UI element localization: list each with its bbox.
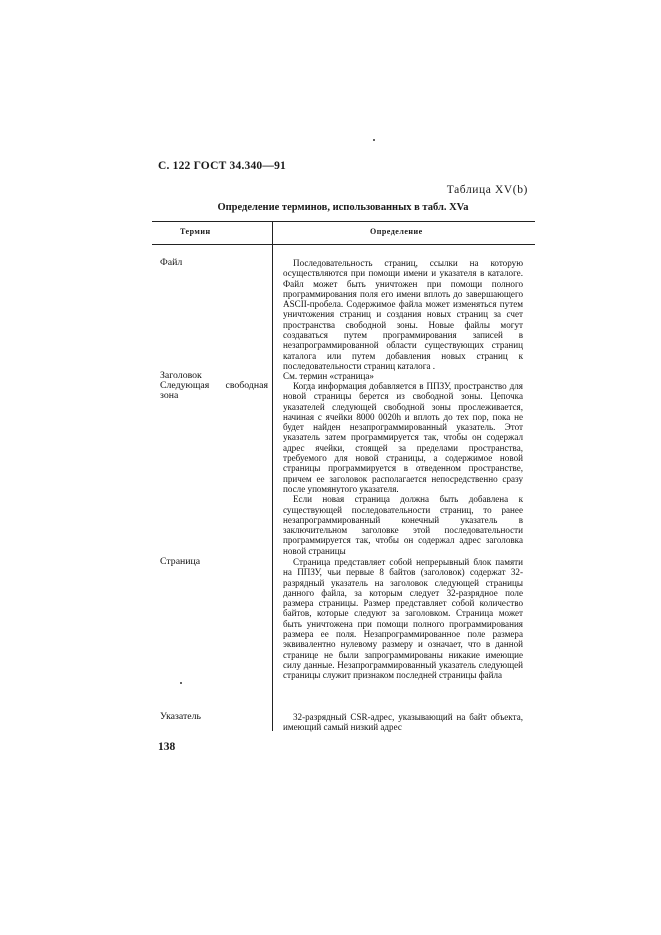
- definition-header: [283, 371, 523, 381]
- term-header: Заголовок: [160, 370, 202, 381]
- table-top-rule: [152, 221, 535, 222]
- column-divider: [272, 221, 273, 731]
- term-file: Файл: [160, 257, 183, 268]
- definition-page: [283, 557, 523, 681]
- scan-speck: [180, 682, 182, 684]
- definition-next-free-zone: [283, 381, 523, 556]
- definition-paragraph: 32-разрядный CSR-адрес, указывающий на байт объекта, имеющий самый низкий адрес: [283, 712, 523, 733]
- table-caption: Определение терминов, использованных в табл. XVa: [217, 202, 469, 213]
- definition-paragraph: Когда информация добавляется в ППЗУ, пространство для новой страницы берется из свободной зоны. Цепочка указателей следующей свободной зоны прослеживается, начиная с ячейки 8000 0020h и вплоть до тех пор, пока не будет найден незапрограммированный указатель. Этот указатель затем программируется так, чтобы он содержал адрес ячейки, стоящей за пределами пространства, требуемого для новой страницы, а содержимое новой страницы программируется в отведенном пространстве, причем ее заголовок располагается непосредственно сразу после упомянутого указателя.: [283, 381, 523, 494]
- definition-file: [283, 258, 523, 371]
- definition-paragraph: Если новая страница должна быть добавлена к существующей последовательности страниц, то ранее незапрограммированный конечный указатель в заключительном заголовке этой последовательности программируется так, чтобы он содержал адрес заголовка новой страницы: [283, 494, 523, 556]
- scan-speck: [373, 139, 375, 141]
- term-next-free-zone: Следующая свободная зона: [160, 380, 268, 402]
- table-header-rule: [152, 244, 535, 245]
- term-pointer: Указатель: [160, 711, 201, 722]
- column-header-definitions: Определение: [370, 227, 423, 236]
- page-number: 138: [158, 741, 176, 753]
- page-header: С. 122 ГОСТ 34.340—91: [158, 160, 286, 172]
- term-page: Страница: [160, 556, 201, 567]
- table-label: Таблица XV(b): [446, 184, 528, 196]
- definition-paragraph: См. термин «страница»: [283, 371, 374, 381]
- definition-paragraph: Страница представляет собой непрерывный блок памяти на ППЗУ, чьи первые 8 байтов (заголовок) содержат 32-разрядный указатель на заголовок следующей страницы данного файла, за которым следует 32-разрядное поле размера страницы. Размер представляет собой количество байтов, которые следуют за заголовком. Страница может быть уничтожена при помощи полного программирования размера ее поля. Незапрограммированное поле размера эквивалентно нулевому размеру и означает, что в данной странице не были запрограммированы никакие имеющие силу данные. Незапрограммированный указатель следующей страницы служит признаком последней страницы файла: [283, 557, 523, 681]
- definition-paragraph: Последовательность страниц, ссылки на которую осуществляются при помощи имени и указателя в каталоге. Файл может быть уничтожен при помощи полного программирования поля его имени вплоть до завершающего ASCII-пробела. Содержимое файла может изменяться путем уничтожения страниц и создания новых страниц за счет пространства свободной зоны. Новые файлы могут создаваться путем программирования записей в незапрограммированной области существующих страниц каталога или путем добавления новых страниц к последовательности страниц каталога .: [283, 258, 523, 371]
- definition-pointer: [283, 712, 523, 733]
- column-header-terms: Термин: [180, 227, 211, 236]
